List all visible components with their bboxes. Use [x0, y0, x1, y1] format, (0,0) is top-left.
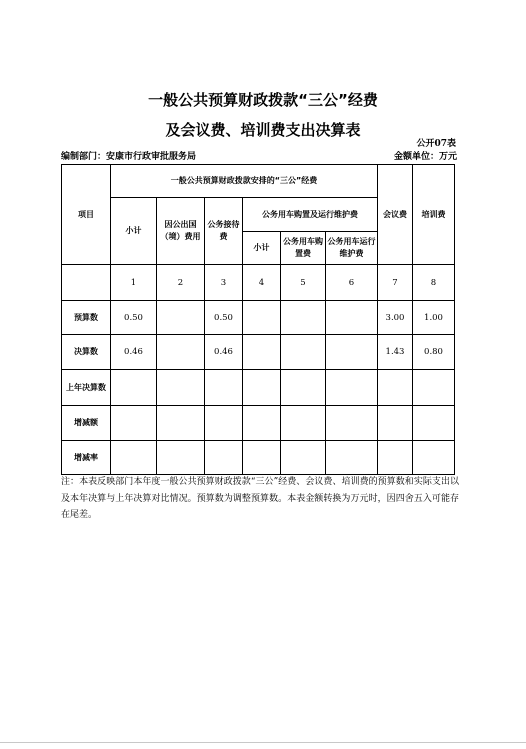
table-row	[62, 441, 455, 475]
row-label-change-rate: 增减率	[62, 441, 111, 475]
table-cell: 0.46	[111, 335, 157, 370]
table-cell	[326, 406, 378, 441]
table-cell	[205, 441, 243, 475]
table-cell: 0.80	[413, 335, 455, 370]
header-vehicle-subtotal: 小计	[243, 232, 281, 265]
table-cell	[243, 370, 281, 406]
table-cell	[205, 406, 243, 441]
header-vehicle-operation: 公务用车运行维护费	[326, 232, 378, 265]
table-cell	[205, 370, 243, 406]
column-number: 1	[111, 265, 157, 301]
table-cell	[281, 370, 326, 406]
page-bottom-divider	[0, 742, 526, 743]
column-number: 6	[326, 265, 378, 301]
table-cell	[326, 301, 378, 335]
table-cell	[157, 441, 205, 475]
table-cell	[326, 441, 378, 475]
header-vehicle-group: 公务用车购置及运行维护费	[243, 198, 378, 232]
table-cell	[281, 441, 326, 475]
compiling-unit: 编制部门：安康市行政审批服务局	[61, 152, 197, 162]
table-cell: 3.00	[378, 301, 413, 335]
table-cell: 0.46	[205, 335, 243, 370]
amount-unit: 金额单位：万元	[393, 152, 457, 162]
table-cell: 0.50	[205, 301, 243, 335]
column-number-blank	[62, 265, 111, 301]
column-number-row	[62, 265, 455, 301]
table-cell	[326, 370, 378, 406]
column-number: 5	[281, 265, 326, 301]
table-cell	[378, 406, 413, 441]
header-reception: 公务接待费	[205, 198, 243, 265]
header-abroad: 因公出国（境）费用	[157, 198, 205, 265]
header-vehicle-purchase: 公务用车购置费	[281, 232, 326, 265]
table-row	[62, 335, 455, 370]
table-cell	[378, 370, 413, 406]
table-cell	[243, 441, 281, 475]
header-item: 项目	[62, 165, 111, 265]
table-cell: 1.00	[413, 301, 455, 335]
table-cell	[243, 301, 281, 335]
column-number: 4	[243, 265, 281, 301]
table-cell	[157, 406, 205, 441]
row-label-last-year: 上年决算数	[62, 370, 111, 406]
row-label-budget: 预算数	[62, 301, 111, 335]
table-cell	[378, 441, 413, 475]
header-three-public: 一般公共预算财政拨款安排的“三公”经费	[111, 165, 378, 198]
table-row	[62, 406, 455, 441]
table-row	[62, 301, 455, 335]
table-cell	[157, 301, 205, 335]
document-title-line2: 及会议费、培训费支出决算表	[165, 121, 361, 139]
table-cell	[111, 370, 157, 406]
table-cell	[281, 335, 326, 370]
table-cell	[157, 335, 205, 370]
table-cell	[281, 406, 326, 441]
table-code: 公开07表	[416, 139, 456, 149]
table-row	[62, 370, 455, 406]
table-cell: 0.50	[111, 301, 157, 335]
table-cell: 1.43	[378, 335, 413, 370]
table-cell	[413, 441, 455, 475]
table-footnote: 注：本表反映部门本年度一般公共预算财政拨款“三公”经费、会议费、培训费的预算数和实际支出以及本年决算与上年决算对比情况。预算数为调整预算数。本表金额转换为万元时，因四舍五入可能存在尾差。	[61, 477, 459, 520]
table-cell	[281, 301, 326, 335]
expense-table	[61, 164, 455, 475]
header-training: 培训费	[413, 165, 455, 265]
row-label-change-amount: 增减额	[62, 406, 111, 441]
column-number: 2	[157, 265, 205, 301]
table-cell	[111, 441, 157, 475]
header-subtotal: 小计	[111, 198, 157, 265]
table-cell	[326, 335, 378, 370]
table-cell	[111, 406, 157, 441]
column-number: 8	[413, 265, 455, 301]
header-meeting: 会议费	[378, 165, 413, 265]
column-number: 3	[205, 265, 243, 301]
table-cell	[243, 335, 281, 370]
document-title-line1: 一般公共预算财政拨款“三公”经费	[148, 91, 378, 109]
table-cell	[413, 406, 455, 441]
row-label-final: 决算数	[62, 335, 111, 370]
table-cell	[413, 370, 455, 406]
column-number: 7	[378, 265, 413, 301]
table-cell	[157, 370, 205, 406]
table-cell	[243, 406, 281, 441]
